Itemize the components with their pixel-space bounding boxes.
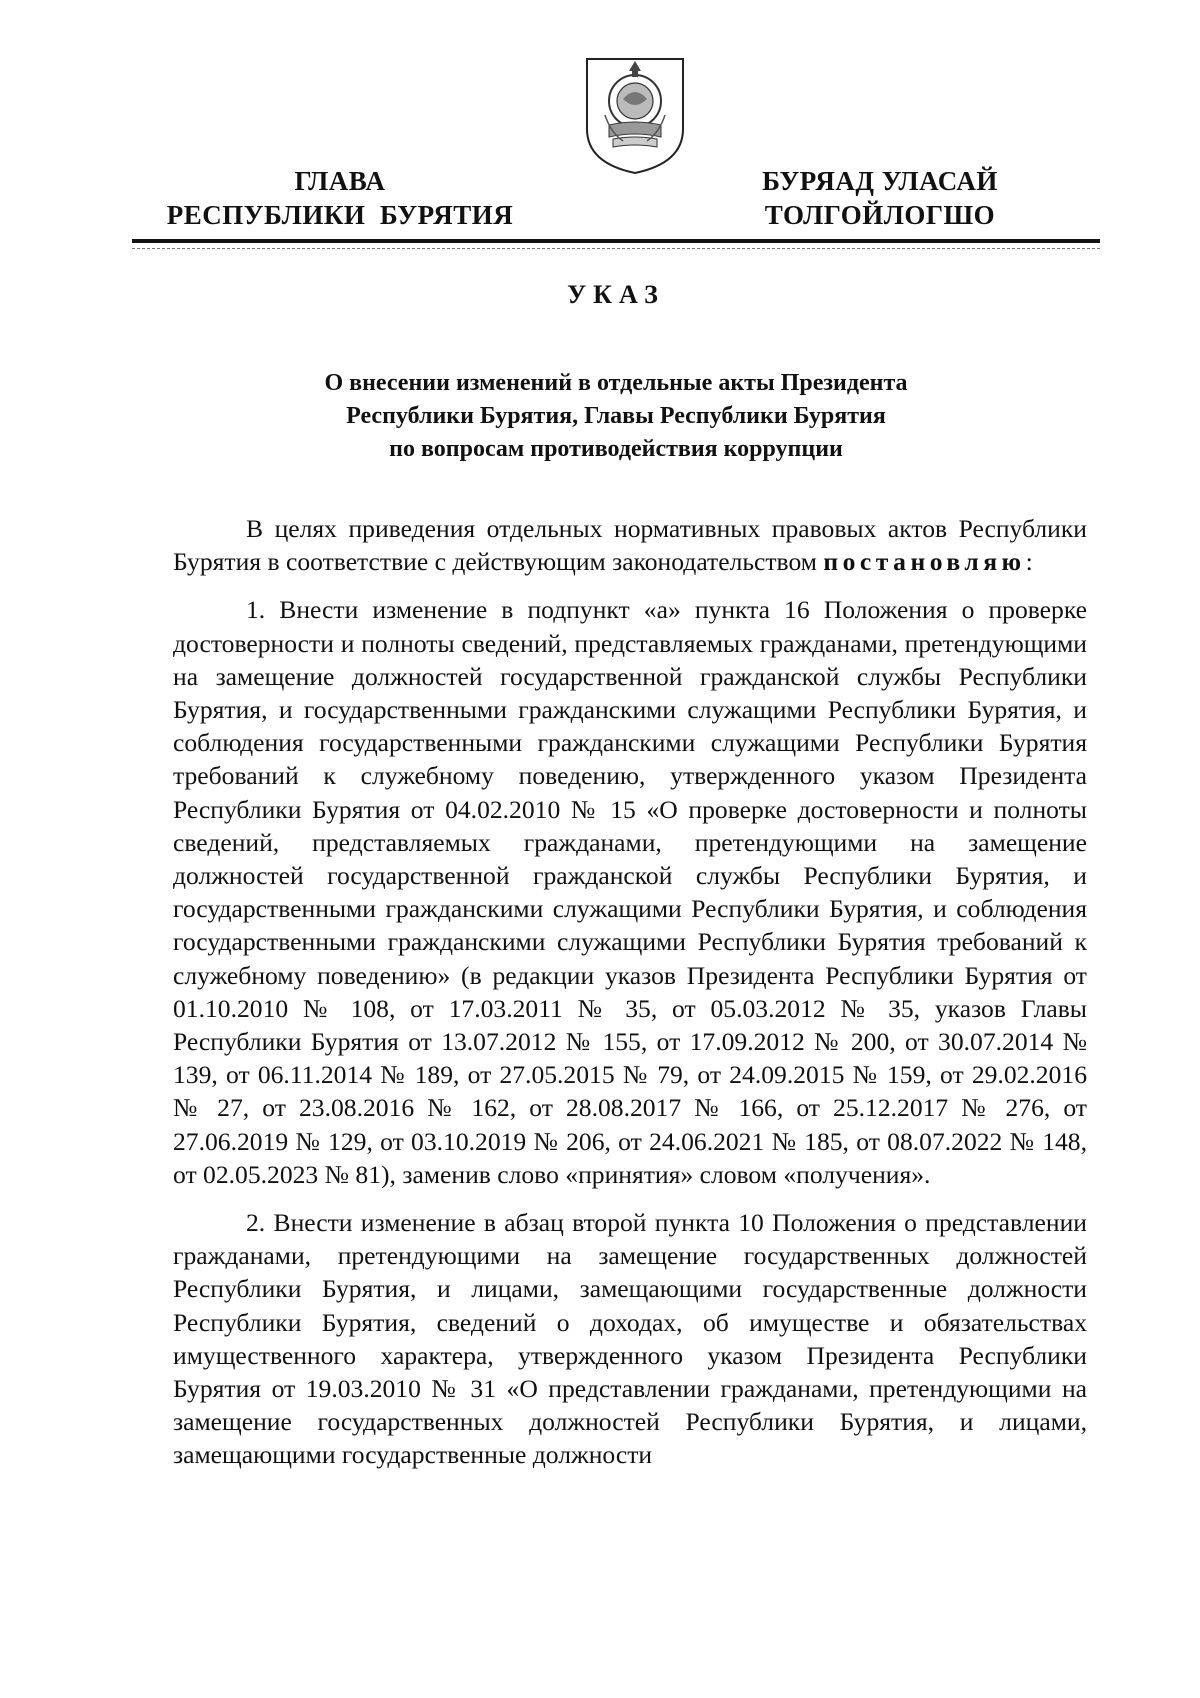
document-title: УКАЗ	[567, 280, 665, 309]
preamble-text: В целях приведения отдельных нормативных правовых актов Республики Бурятия в соответствие с действующим законодательством	[173, 514, 1087, 577]
preamble-suffix: :	[1025, 547, 1033, 577]
subject-line: по вопросам противодействия коррупции	[389, 436, 843, 462]
subject-line: О внесении изменений в отдельные акты Президента	[324, 370, 908, 396]
preamble-paragraph	[173, 512, 1087, 578]
subject-line: Республики Бурятия, Главы Республики Бурятия	[346, 403, 886, 429]
header-rule-thick	[132, 239, 1100, 243]
header-right	[730, 164, 1030, 232]
document-body	[173, 512, 1087, 1472]
header-left-line1: ГЛАВА	[294, 166, 386, 196]
decree-word: постановляю	[823, 547, 1026, 577]
header-left	[150, 164, 530, 232]
item-paragraph-2: 2. Внести изменение в абзац второй пункта 10 Положения о представлении гражданами, претендующими на замещение государственных должностей Республики Бурятия, и лицами, замещающими государственные должности Республики Бурятия, сведений о доходах, об имуществе и обязательствах имущественного характера, утвержденного указом Президента Республики Бурятия от 19.03.2010 № 31 «О представлении гражданами, претендующими на замещение государственных должностей Республики Бурятия, и лицами, замещающими государственные должности	[173, 1208, 1087, 1470]
coat-of-arms-icon	[583, 55, 687, 177]
item-paragraph-1: 1. Внести изменение в подпункт «а» пункта 16 Положения о проверке достоверности и полноты сведений, представляемых гражданами, претендующими на замещение должностей государственной гражданской службы Республики Бурятия, и государственными гражданскими служащими Республики Бурятия, и соблюдения государственными гражданскими служащими Республики Бурятия требований к служебному поведению, утвержденного указом Президента Республики Бурятия от 04.02.2010 № 15 «О проверке достоверности и полноты сведений, представляемых гражданами, претендующими на замещение должностей государственной гражданской службы Республики Бурятия, и государственными гражданскими служащими Республики Бурятия, и соблюдения государственными гражданскими служащими Республики Бурятия требований к служебному поведению» (в редакции указов Президента Республики Бурятия от 01.10.2010 № 108, от 17.03.2011 № 35, от 05.03.2012 № 35, указов Главы Республики Бурятия от 13.07.2012 № 155, от 17.09.2012 № 200, от 30.07.2014 № 139, от 06.11.2014 № 189, от 27.05.2015 № 79, от 24.09.2015 № 159, от 29.02.2016 № 27, от 23.08.2016 № 162, от 28.08.2017 № 166, от 25.12.2017 № 276, от 27.06.2019 № 129, от 03.10.2019 № 206, от 24.06.2021 № 185, от 08.07.2022 № 148, от 02.05.2023 № 81), заменив слово «принятия» словом «получения».	[173, 595, 1087, 1189]
header-left-line2: РЕСПУБЛИКИ БУРЯТИЯ	[166, 200, 514, 230]
header-right-line2: ТОЛГОЙЛОГШО	[764, 200, 996, 230]
header-right-line1: БУРЯАД УЛАСАЙ	[762, 166, 998, 196]
document-subject	[200, 367, 1032, 466]
header-rule-thin	[132, 248, 1100, 249]
